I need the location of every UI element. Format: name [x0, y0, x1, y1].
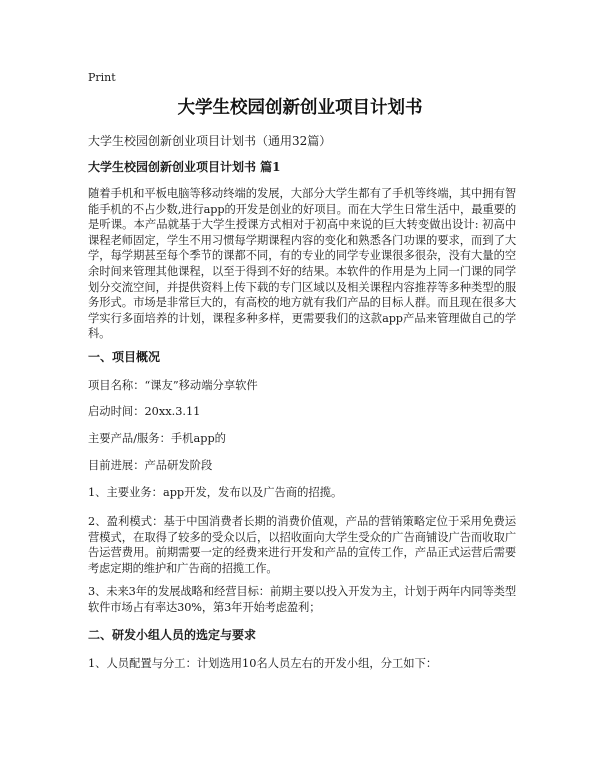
document-subtitle: 大学生校园创新创业项目计划书（通用32篇）	[88, 134, 332, 148]
profit-model-paragraph: 2、盈利模式：基于中国消费者长期的消费价值观，产品的营销策略定位于采用免费运营模式，在取得了较多的受众以后，以招收面向大学生受众的广告商铺设广告而收取广告运营费用。前期需要一定的经费来进行开发和产品的宣传工作，产品正式运营后需要考虑定期的维护和广告商的招揽工作。	[88, 515, 516, 575]
progress-line: 目前进展：产品研发阶段	[88, 459, 213, 472]
intro-paragraph: 随着手机和平板电脑等移动终端的发展，大部分大学生都有了手机等终端，其中拥有智能手机的不占少数,进行app的开发是创业的好项目。而在大学生日常生活中，最重要的是听课。本产品就基于大学生授课方式相对于初高中来说的巨大转变做出设计: 初高中课程老师固定，学生不用习惯每学期课程内容的变化和熟悉各门功课的要求，而到了大学，每学期甚至每个季节的课都不同，有的专业的同学专业课很多很杂，没有大量的空余时间来管理其他课程，以至于得到不好的结果。本软件的作用是为上同一门课的同学划分交流空间，并提供资料上传下载的专门区域以及相关课程内容推荐等多种类型的服务形式。市场是非常巨大的，有高校的地方就有我们产品的目标人群。而且现在很多大学实行多面培养的计划，课程多种多样，更需要我们的这款app产品来管理做自己的学科。	[88, 187, 516, 341]
main-business-line: 1、主要业务：app开发，发布以及广告商的招揽。	[88, 486, 343, 499]
print-label: Print	[88, 71, 116, 84]
section-heading: 大学生校园创新创业项目计划书 篇1	[88, 160, 281, 174]
start-time-line: 启动时间：20xx.3.11	[88, 405, 201, 418]
document-title: 大学生校园创新创业项目计划书	[177, 98, 423, 118]
project-name-line: 项目名称：“课友”移动端分享软件	[88, 379, 258, 392]
section-1-heading: 一、项目概况	[88, 350, 161, 364]
main-product-line: 主要产品/服务：手机app的	[88, 432, 226, 445]
staffing-line: 1、人员配置与分工：计划选用10名人员左右的开发小组，分工如下：	[88, 657, 438, 670]
strategy-paragraph: 3、未来3年的发展战略和经营目标：前期主要以投入开发为主，计划于两年内同等类型软件市场占有率达30%，第3年开始考虑盈利；	[88, 585, 516, 614]
section-2-heading: 二、研发小组人员的选定与要求	[88, 628, 257, 642]
